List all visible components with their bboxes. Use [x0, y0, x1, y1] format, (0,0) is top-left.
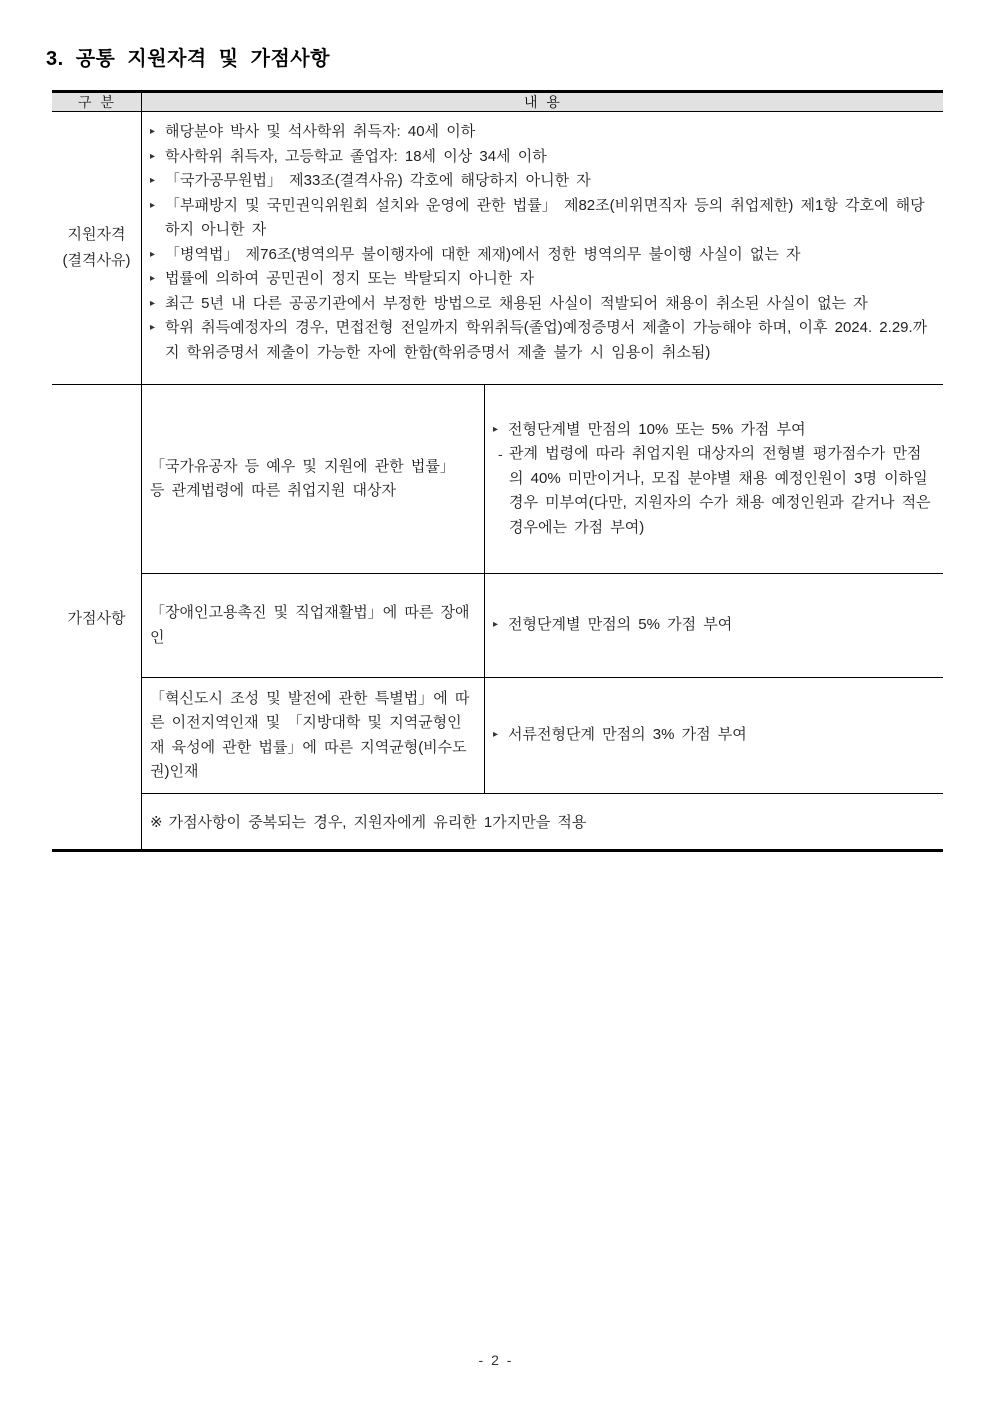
- qualification-list: [141, 112, 943, 384]
- bonus-target-text: 「국가유공자 등 예우 및 지원에 관한 법률」 등 관계법령에 따른 취업지원 대상자: [150, 457, 455, 499]
- triangle-bullet-icon: ▸: [150, 199, 156, 211]
- header-content: 내 용: [141, 93, 943, 111]
- qualification-item-text: 최근 5년 내 다른 공공기관에서 부정한 방법으로 채용된 사실이 적발되어 채용이 취소된 사실이 없는 자: [165, 294, 868, 312]
- bonus-benefit-cell: [484, 678, 943, 793]
- bonus-body: [141, 385, 943, 849]
- bonus-section: [52, 385, 943, 849]
- qualification-label-line1: 지원자격: [67, 226, 126, 243]
- bonus-row: [142, 385, 943, 574]
- bonus-benefit-item: [493, 613, 935, 638]
- qualification-row: [52, 112, 943, 385]
- page-title: 3. 공통 지원자격 및 가점사항: [46, 48, 330, 70]
- qualification-item: [150, 120, 929, 145]
- triangle-bullet-icon: ▸: [150, 273, 156, 284]
- triangle-bullet-icon: ▸: [150, 175, 156, 186]
- bonus-benefit-item-text: 전형단계별 만점의 10% 또는 5% 가점 부여: [508, 420, 806, 438]
- triangle-bullet-icon: ▸: [150, 322, 156, 333]
- qualification-item-text: 「병역법」 제76조(병역의무 불이행자에 대한 제재)에서 정한 병역의무 불이행 사실이 없는 자: [165, 245, 801, 263]
- bonus-benefit-item-text: 전형단계별 만점의 5% 가점 부여: [508, 616, 733, 634]
- bonus-note-text: 가점사항이 중복되는 경우, 지원자에게 유리한 1가지만을 적용: [168, 814, 587, 831]
- reference-mark-icon: ※: [150, 813, 163, 831]
- bonus-target-text: 「장애인고용촉진 및 직업재활법」에 따른 장애인: [150, 604, 470, 646]
- bonus-benefit-cell: [484, 385, 943, 573]
- bonus-benefit-item-text: 서류전형단계 만점의 3% 가점 부여: [508, 726, 747, 744]
- qualification-item: [150, 145, 929, 170]
- qualification-item-text: 법률에 의하여 공민권이 정지 또는 박탈되지 아니한 자: [165, 270, 534, 287]
- bonus-row: [142, 678, 943, 794]
- bonus-target-text: 「혁신도시 조성 및 발전에 관한 특별법」에 따른 이전지역인재 및 「지방대학 및 지역균형인재 육성에 관한 법률」에 따른 지역균형(비수도권)인재: [150, 689, 470, 780]
- table-header-row: [52, 93, 943, 112]
- qualification-label-line2: (결격사유): [62, 252, 131, 269]
- bonus-benefit-item: [498, 442, 935, 540]
- qualification-item-text: 「국가공무원법」 제33조(결격사유) 각호에 해당하지 아니한 자: [165, 172, 591, 189]
- bonus-rows: [142, 385, 943, 794]
- qualification-item: [150, 169, 929, 194]
- header-category: 구 분: [78, 94, 115, 110]
- triangle-bullet-icon: ▸: [150, 126, 156, 137]
- triangle-bullet-icon: ▸: [150, 150, 156, 162]
- qualification-label: [52, 112, 141, 384]
- triangle-bullet-icon: ▸: [150, 248, 156, 260]
- qualification-item: [150, 267, 929, 292]
- qualification-item: [150, 194, 929, 243]
- triangle-bullet-icon: ▸: [150, 297, 156, 309]
- bonus-label: 가점사항: [67, 609, 126, 627]
- qualification-table: [52, 90, 943, 852]
- bonus-benefit-item: [493, 418, 935, 443]
- qualification-item-text: 「부패방지 및 국민권익위원회 설치와 운영에 관한 법률」 제82조(비위면직자 등의 취업제한) 제1항 각호에 해당하지 아니한 자: [165, 196, 925, 238]
- dash-icon: -: [498, 446, 503, 463]
- qualification-item-text: 해당분야 박사 및 석사학위 취득자: 40세 이하: [165, 123, 476, 140]
- bonus-benefit-cell: [484, 574, 943, 677]
- qualification-item: [150, 316, 929, 365]
- qualification-item-text: 학위 취득예정자의 경우, 면접전형 전일까지 학위취득(졸업)예정증명서 제출이 가능해야 하며, 이후 2024. 2.29.까지 학위증명서 제출이 가능한 자에 한함(학위증명서 제출 불가 시 임용이 취소됨): [165, 319, 928, 361]
- qualification-item: [150, 243, 929, 268]
- bonus-row: [142, 574, 943, 678]
- qualification-item: [150, 292, 929, 317]
- qualification-item-text: 학사학위 취득자, 고등학교 졸업자: 18세 이상 34세 이하: [165, 147, 547, 165]
- page-number: - 2 -: [478, 1352, 514, 1368]
- bonus-benefit-item-text: 관계 법령에 따라 취업지원 대상자의 전형별 평가점수가 만점의 40% 미만이거나, 모집 분야별 채용 예정인원이 3명 이하일 경우 미부여(다만, 지원자의 수가 채용 예정인원과 같거나 적은 경우에는 가점 부여): [509, 445, 931, 536]
- triangle-bullet-icon: ▸: [493, 619, 499, 631]
- triangle-bullet-icon: ▸: [493, 729, 499, 741]
- bonus-note: [142, 794, 943, 849]
- triangle-bullet-icon: ▸: [493, 423, 499, 435]
- bonus-benefit-item: [493, 723, 935, 748]
